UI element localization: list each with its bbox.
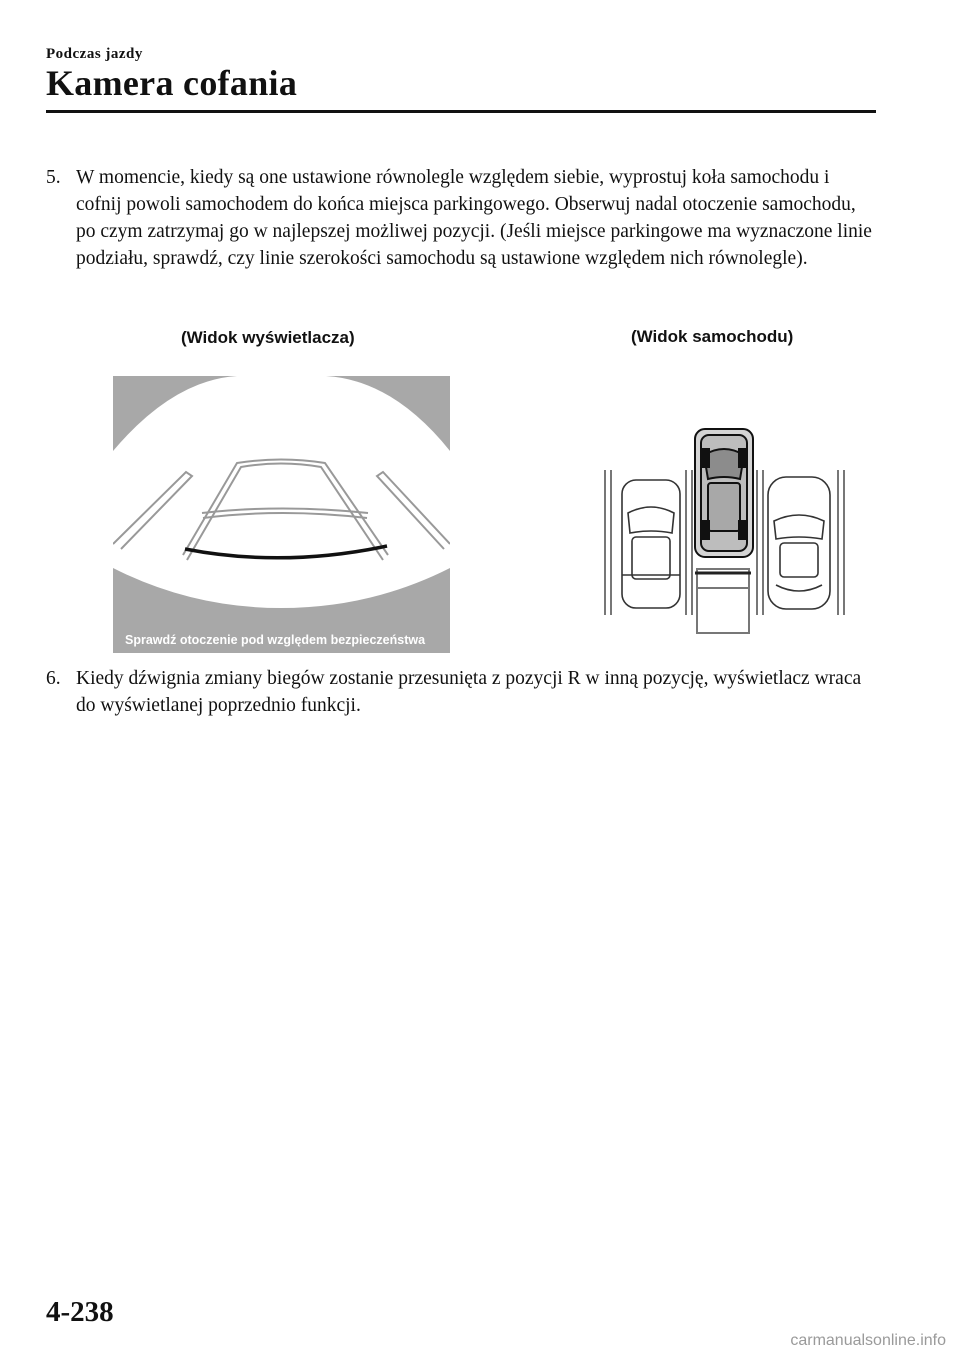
page-title: Kamera cofania [46,63,298,103]
parking-top-view-illustration [600,425,850,637]
right-parked-car [768,477,830,609]
step-number: 6. [46,668,61,689]
title-rule [46,110,876,113]
left-parked-car [622,480,680,608]
step-text: W momencie, kiedy są one ustawione równolegle względem siebie, wyprostuj koła samochodu i cofnij powoli samochodem do końca miejsca parkingowego. Obserwuj nadal otoczenie samochodu, po czym zatrzymaj go w najlepszej możliwej pozycji. (Jeśli miejsce parkingowe ma wyznaczone linie podziału, sprawdź, czy linie szerokości samochodu są ustawione względem nich równolegle). [76,167,872,269]
step-5 [46,164,876,272]
page-number: 4-238 [46,1296,114,1328]
display-view-label: (Widok wyświetlacza) [181,328,355,347]
reversing-car [695,429,753,557]
step-text: Kiedy dźwignia zmiany biegów zostanie przesunięta z pozycji R w inną pozycję, wyświetlacz wraca do wyświetlanej poprzednio funkcji. [76,668,862,716]
watermark: carmanualsonline.info [790,1332,946,1349]
display-white-view [113,376,450,608]
step-6 [46,665,876,719]
section-header: Podczas jazdy [46,46,143,62]
camera-display-illustration [113,376,450,653]
display-caption: Sprawdź otoczenie pod względem bezpieczeństwa [125,633,426,647]
step-number: 5. [46,167,61,188]
car-view-label: (Widok samochodu) [631,327,794,346]
